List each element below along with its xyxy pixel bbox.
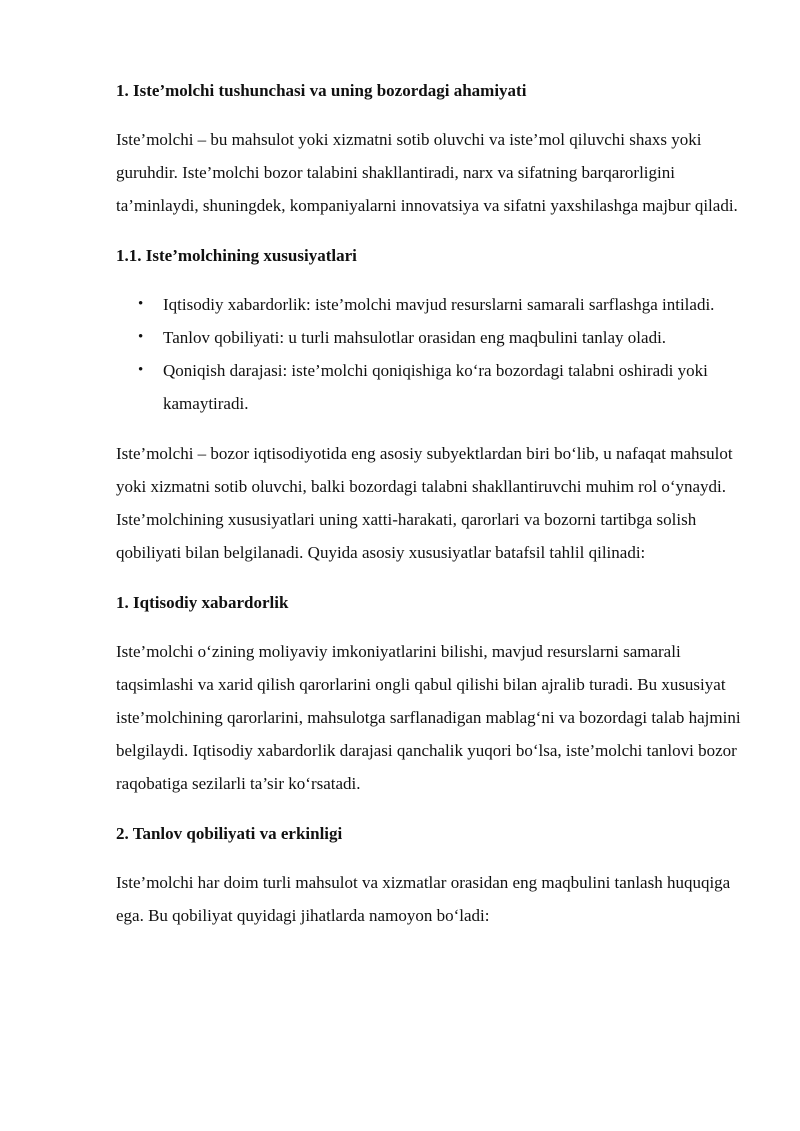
- paragraph-choice-ability: Iste’molchi har doim turli mahsulot va xizmatlar orasidan eng maqbulini tanlash huquqiga ega. Bu qobiliyat quyidagi jihatlarda namoyon bo‘ladi:: [116, 873, 731, 925]
- section-heading-choice-ability: 2. Tanlov qobiliyati va erkinligi: [116, 824, 343, 843]
- list-item-text: Tanlov qobiliyati: u turli mahsulotlar orasidan eng maqbulini tanlay oladi.: [163, 328, 667, 347]
- bullet-icon: •: [138, 296, 144, 312]
- list-item-text: Qoniqish darajasi: iste’molchi qoniqishiga ko‘ra bozordagi talabni oshiradi yoki kamaytiradi.: [163, 361, 708, 413]
- list-item: [116, 288, 756, 321]
- section-heading-consumer-concept: 1. Iste’molchi tushunchasi va uning bozordagi ahamiyati: [116, 81, 527, 100]
- document-page: [116, 72, 756, 932]
- paragraph-economic-awareness: Iste’molchi o‘zining moliyaviy imkoniyatlarini bilishi, mavjud resurslarni samarali taqsimlashi va xarid qilish qarorlarini ongli qabul qilishi bilan ajralib turadi. Bu xususiyat iste’molchining qarorlarini, mahsulotga sarflanadigan mablag‘ni va bozordagi talab hajmini belgilaydi. Iqtisodiy xabardorlik darajasi qanchalik yuqori bo‘lsa, iste’molchi tanlovi bozor raqobatiga sezilarli ta’sir ko‘rsatadi.: [116, 642, 741, 793]
- bullet-icon: •: [138, 362, 144, 378]
- list-item: [116, 354, 756, 420]
- features-list: [116, 288, 756, 420]
- section-heading-consumer-features: 1.1. Iste’molchining xususiyatlari: [116, 246, 357, 265]
- section-heading-economic-awareness: 1. Iqtisodiy xabardorlik: [116, 593, 289, 612]
- bullet-icon: •: [138, 329, 144, 345]
- list-item: [116, 321, 756, 354]
- paragraph-consumer-definition: Iste’molchi – bu mahsulot yoki xizmatni sotib oluvchi va iste’mol qiluvchi shaxs yoki guruhdir. Iste’molchi bozor talabini shakllantiradi, narx va sifatning barqarorligini ta’minlaydi, shuningdek, kompaniyalarni innovatsiya va sifatni yaxshilashga majbur qiladi.: [116, 130, 738, 215]
- list-item-text: Iqtisodiy xabardorlik: iste’molchi mavjud resurslarni samarali sarflashga intiladi.: [163, 295, 715, 314]
- paragraph-consumer-role: Iste’molchi – bozor iqtisodiyotida eng asosiy subyektlardan biri bo‘lib, u nafaqat mahsulot yoki xizmatni sotib oluvchi, balki bozordagi talabni shakllantiruvchi muhim rol o‘ynaydi. Iste’molchining xususiyatlari uning xatti-harakati, qarorlari va bozorni tartibga solish qobiliyati bilan belgilanadi. Quyida asosiy xususiyatlar batafsil tahlil qilinadi:: [116, 444, 733, 562]
